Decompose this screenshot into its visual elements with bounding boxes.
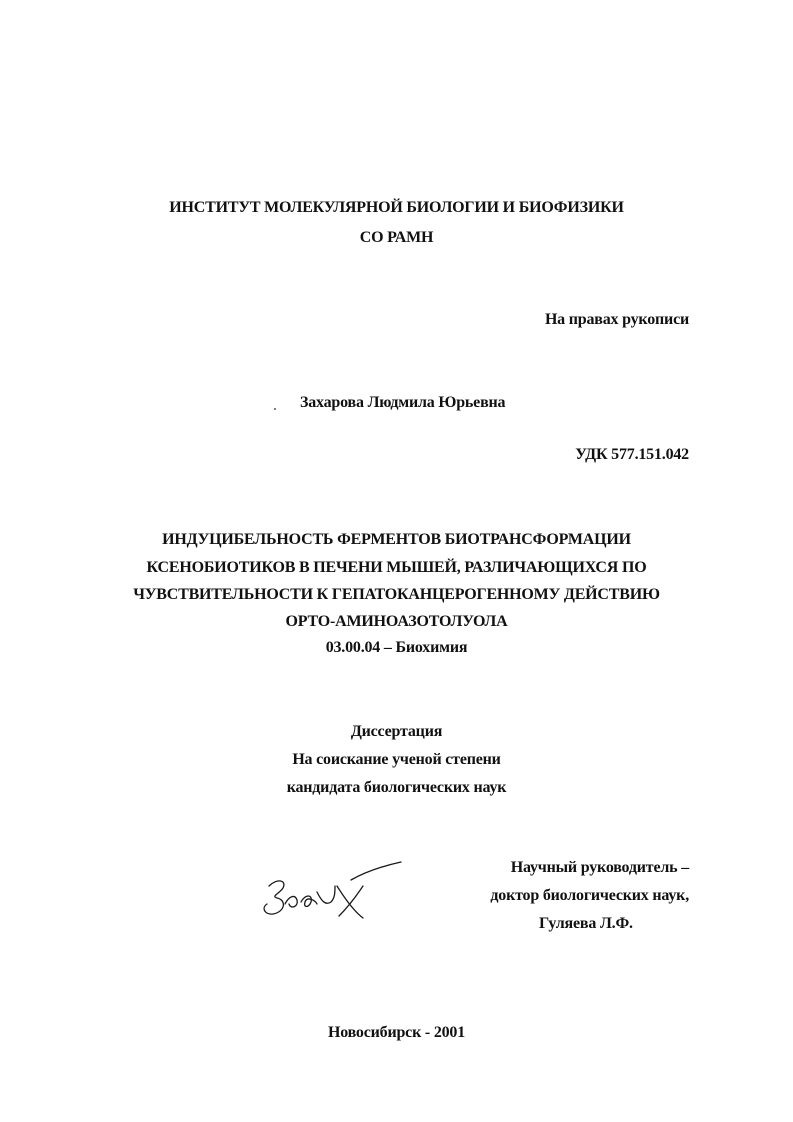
udc-code: УДК 577.151.042 [575,446,689,463]
author-name: Захарова Людмила Юрьевна [300,394,506,411]
specialty-code: 03.00.04 – Биохимия [325,639,468,656]
paper-speck [274,408,276,410]
supervisor-line1: Научный руководитель – [510,859,689,876]
degree-line2: На соискание ученой степени [292,751,501,768]
city-year: Новосибирск - 2001 [327,1024,466,1041]
degree-line3: кандидата биологических наук [286,779,507,796]
institute-name-line1: ИНСТИТУТ МОЛЕКУЛЯРНОЙ БИОЛОГИИ И БИОФИЗИКИ [169,199,624,216]
manuscript-note: На правах рукописи [544,311,689,328]
thesis-title-line3: ЧУВСТВИТЕЛЬНОСТИ К ГЕПАТОКАНЦЕРОГЕННОМУ ДЕЙСТВИЮ [133,586,660,603]
thesis-title-line4: ОРТО-АМИНОАЗОТОЛУОЛА [285,613,508,630]
thesis-title-line2: КСЕНОБИОТИКОВ В ПЕЧЕНИ МЫШЕЙ, РАЗЛИЧАЮЩИХСЯ ПО [146,559,647,576]
supervisor-line3: Гуляева Л.Ф. [539,915,633,932]
institute-name-line2: СО РАМН [359,229,434,246]
signature [255,856,405,926]
degree-line1: Диссертация [350,723,443,740]
thesis-title-line1: ИНДУЦИБЕЛЬНОСТЬ ФЕРМЕНТОВ БИОТРАНСФОРМАЦИИ [162,531,631,548]
supervisor-line2: доктор биологических наук, [490,887,689,904]
